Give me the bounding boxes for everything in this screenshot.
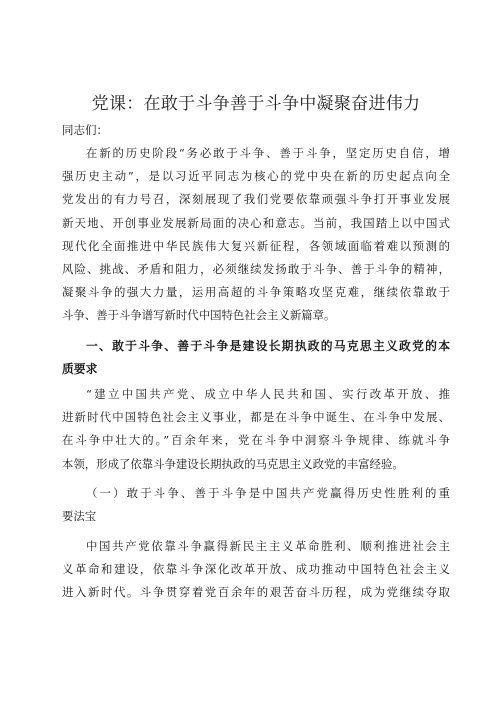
section-heading (62, 335, 450, 381)
paragraph-line: 在新的历史阶段“务必敢于斗争、善于斗争，坚定历史自信，增 (86, 146, 450, 160)
heading-line: （一）敢于斗争、善于斗争是中国共产党赢得历史性胜利的重 (86, 486, 450, 500)
paragraph-line: 本领，形成了依靠斗争建设长期执政的马克思主义政党的丰富经验。 (62, 456, 404, 471)
paragraph-line: 现代化全面推进中华民族伟大复兴新征程，各领域面临着难以预测的 (62, 238, 450, 253)
paragraph-line: 在斗争中壮大的。”百余年来，党在斗争中洞察斗争规律、练就斗争 (62, 433, 450, 448)
paragraph-line: 强历史主动”，是以习近平同志为核心的党中央在新的历史起点向全 (62, 169, 450, 184)
paragraph-line: 义革命和建设，依靠斗争深化改革开放、成功推动中国特色社会主义 (62, 562, 450, 577)
heading-line: 要法宝 (62, 509, 97, 524)
subsection-heading (62, 482, 450, 528)
paragraph-line: 党发出的有力号召，深刻展现了我们党要依靠顽强斗争打开事业发展 (62, 192, 450, 207)
intro-paragraph (62, 142, 450, 328)
section1-paragraph (62, 383, 450, 476)
salutation: 同志们： (62, 123, 108, 137)
paragraph-line: 凝聚斗争的强大力量，运用高超的斗争策略攻坚克难，继续依靠敢于 (62, 285, 450, 300)
paragraph-line: “建立中国共产党、成立中华人民共和国、实行改革开放、推 (86, 387, 450, 401)
paragraph-line: 新天地、开创事业发展新局面的决心和意志。当前，我国踏上以中国式 (62, 215, 450, 230)
document-title: 党课：在敢于斗争善于斗争中凝聚奋进伟力 (91, 94, 421, 114)
paragraph-line: 风险、挑战、矛盾和阻力，必须继续发扬敢于斗争、善于斗争的精神， (62, 261, 450, 276)
heading-line: 一、敢于斗争、善于斗争是建设长期执政的马克思主义政党的本 (86, 339, 450, 353)
heading-line: 质要求 (62, 362, 98, 376)
paragraph-line: 斗争、善于斗争谱写新时代中国特色社会主义新篇章。 (62, 308, 336, 323)
subsection1-paragraph (62, 535, 450, 605)
paragraph-line: 进新时代中国特色社会主义事业，都是在斗争中诞生、在斗争中发展、 (62, 410, 450, 425)
paragraph-line: 进入新时代。斗争贯穿着党百余年的艰苦奋斗历程，成为党继续夺取 (62, 585, 450, 600)
paragraph-line: 中国共产党依靠斗争赢得新民主主义革命胜利、顺利推进社会主 (86, 539, 450, 553)
